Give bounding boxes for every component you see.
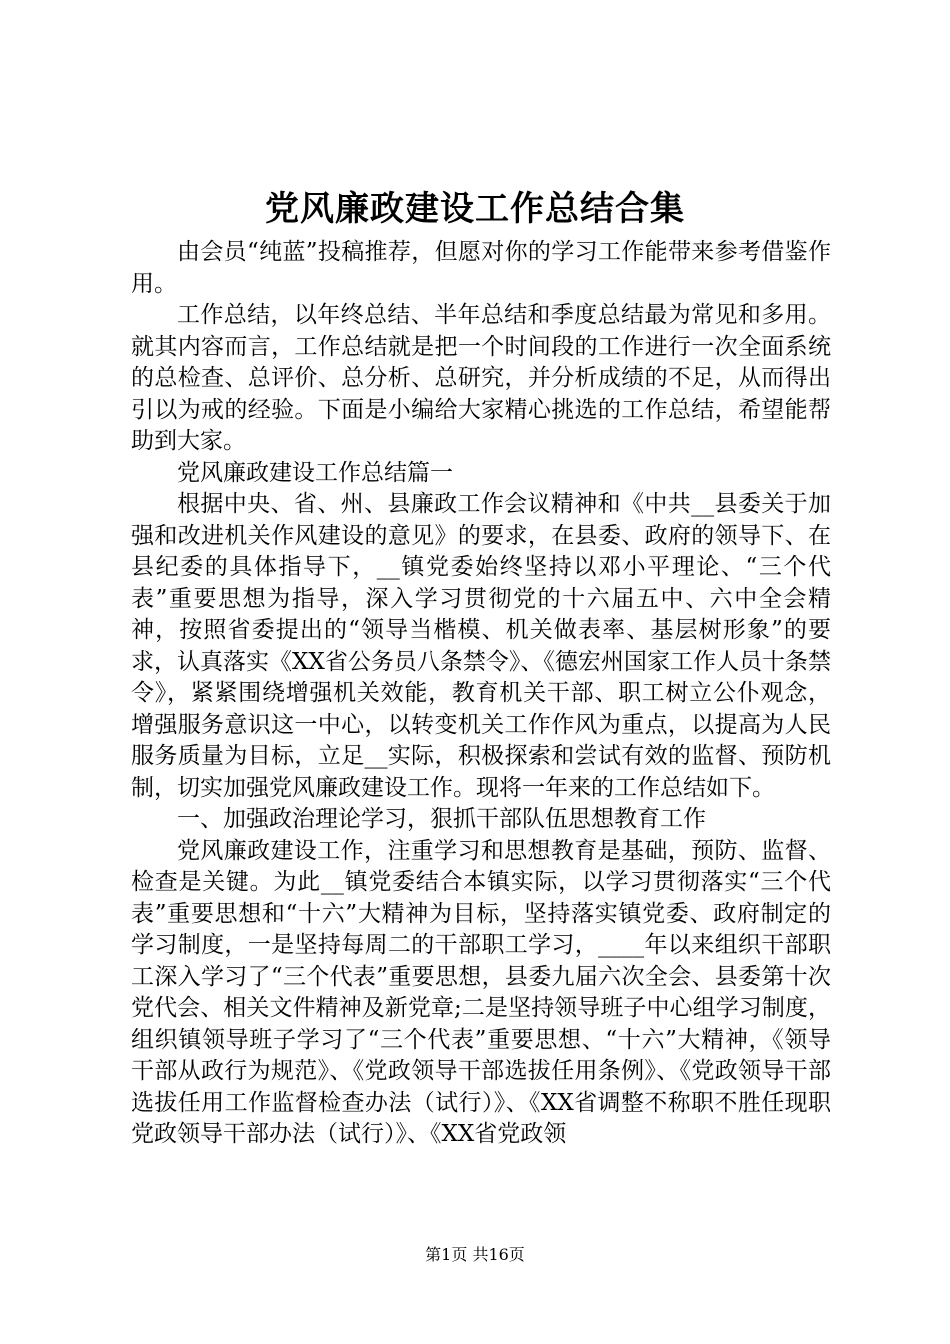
- subsection-heading-one: 一、加强政治理论学习，狠抓干部队伍思想教育工作: [177, 806, 706, 832]
- document-title: 党风廉政建设工作总结合集: [265, 189, 685, 229]
- summary-definition-paragraph: 工作总结，以年终总结、半年总结和季度总结最为常见和多用。就其内容而言，工作总结就是把一个时间段的工作进行一次全面系统的总检查、总评价、总分析、总研究，并分析成绩的不足，从而得出引以为戒的经验。下面是小编给大家精心挑选的工作总结，希望能帮助到大家。: [131, 302, 831, 454]
- body-paragraph: 根据中央、省、州、县廉政工作会议精神和《中共__县委关于加强和改进机关作风建设的意见》的要求，在县委、政府的领导下、在县纪委的具体指导下，__镇党委始终坚持以邓小平理论、“三个代表”重要思想为指导，深入学习贯彻党的十六届五中、六中全会精神，按照省委提出的“领导当楷模、机关做表率、基层树形象”的要求，认真落实《XX省公务员八条禁令》、《德宏州国家工作人员十条禁令》，紧紧围绕增强机关效能，教育机关干部、职工树立公仆观念，增强服务意识这一中心，以转变机关工作作风为重点，以提高为人民服务质量为目标，立足__实际，积极探索和尝试有效的监督、预防机制，切实加强党风廉政建设工作。现将一年来的工作总结如下。: [131, 491, 831, 801]
- section-heading-part-one: 党风廉政建设工作总结篇一: [177, 459, 453, 486]
- document-body: [131, 237, 831, 1151]
- body-paragraph: 党风廉政建设工作，注重学习和思想教育是基础，预防、监督、检查是关键。为此__镇党委结合本镇实际，以学习贯彻落实“三个代表”重要思想和“十六”大精神为目标，坚持落实镇党委、政府制定的学习制度，一是坚持每周二的干部职工学习，____年以来组织干部职工深入学习了“三个代表”重要思想，县委九届六次全会、县委第十次党代会、相关文件精神及新党章;二是坚持领导班子中心组学习制度，组织镇领导班子学习了“三个代表”重要思想、“十六”大精神，《领导干部从政行为规范》、《党政领导干部选拔任用条例》、《党政领导干部选拔任用工作监督检查办法（试行）》、《XX省调整不称职不胜任现职党政领导干部办法（试行）》、《XX省党政领: [131, 837, 831, 1147]
- page-number-footer: 第1页 共16页: [425, 1245, 525, 1264]
- intro-paragraph: 由会员“纯蓝”投稿推荐，但愿对你的学习工作能带来参考借鉴作用。: [131, 239, 831, 297]
